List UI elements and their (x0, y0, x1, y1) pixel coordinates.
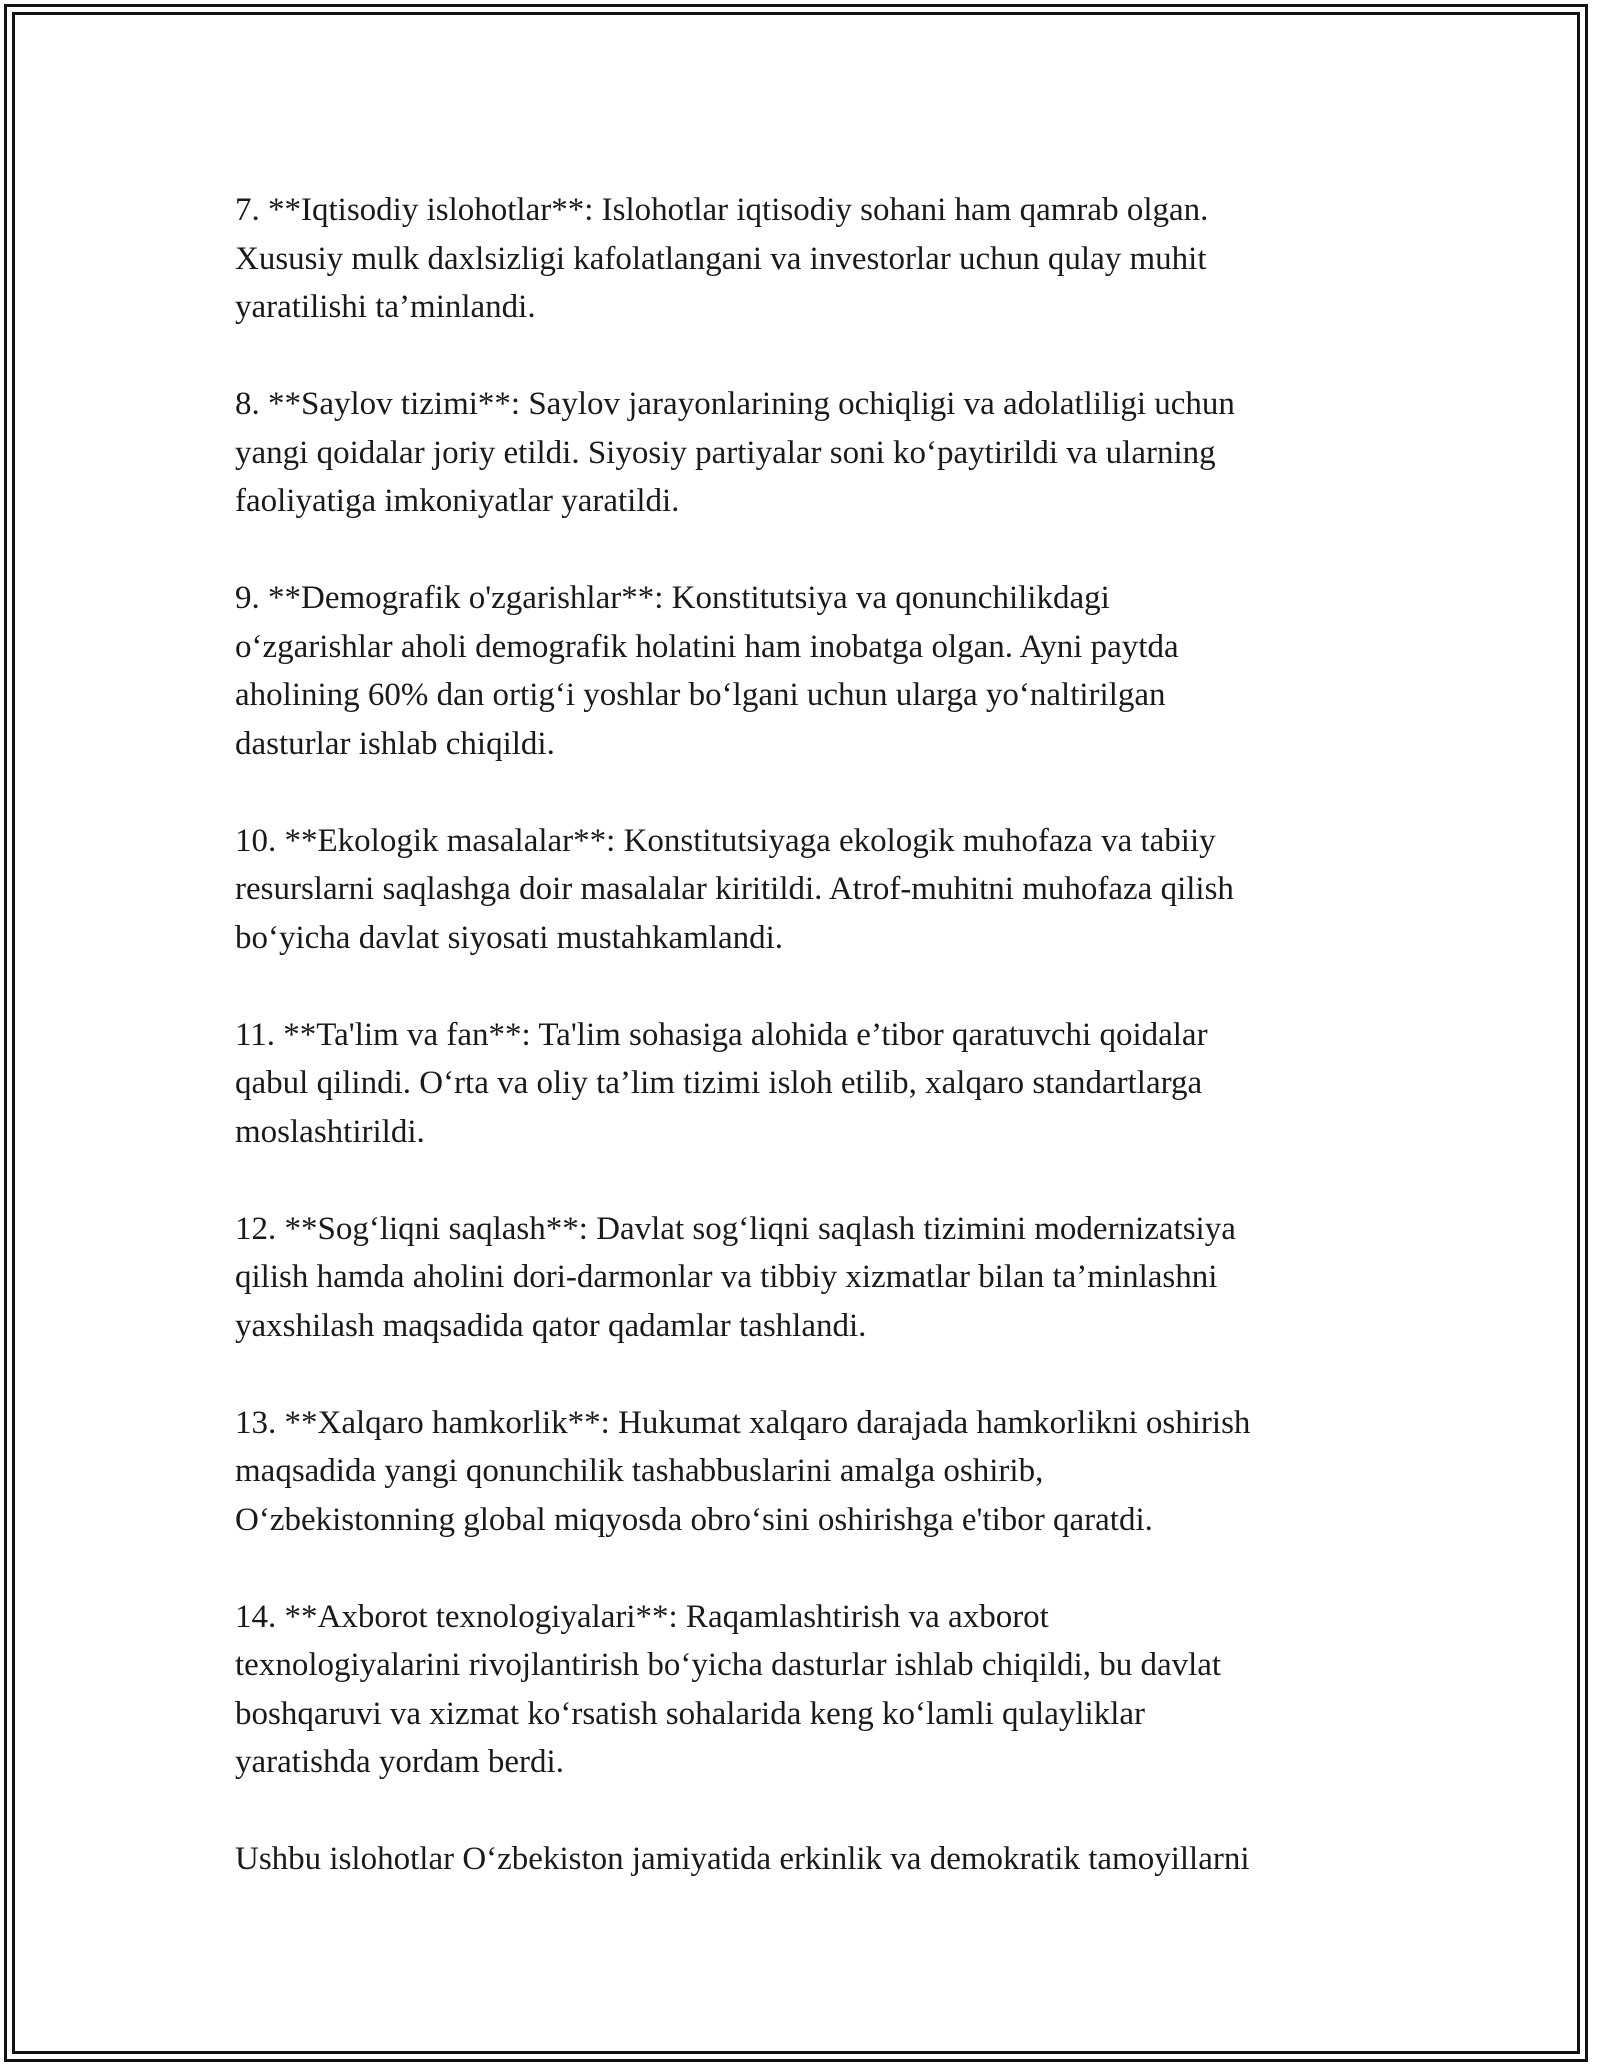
text-line: texnologiyalarini rivojlantirish bo‘yicha dasturlar ishlab chiqildi, bu davlat (235, 1647, 1222, 1683)
text-line: 7. **Iqtisodiy islohotlar**: Islohotlar iqtisodiy sohani ham qamrab olgan. (235, 192, 1209, 228)
text-line: Ushbu islohotlar O‘zbekiston jamiyatida erkinlik va demokratik tamoyillarni (235, 1841, 1250, 1877)
text-line: bo‘yicha davlat siyosati mustahkamlandi. (235, 919, 784, 956)
paragraph-8-election-system (235, 380, 1425, 526)
text-line: aholining 60% dan ortig‘i yoshlar bo‘lgani uchun ularga yo‘naltirilgan (235, 677, 1166, 713)
text-line: O‘zbekistonning global miqyosda obro‘sini oshirishga e'tibor qaratdi. (235, 1501, 1153, 1538)
paragraph-conclusion (235, 1835, 1425, 1884)
text-line: qilish hamda aholini dori-darmonlar va tibbiy xizmatlar bilan ta’minlashni (235, 1259, 1218, 1295)
paragraph-13-international-cooperation (235, 1399, 1425, 1545)
text-line: maqsadida yangi qonunchilik tashabbuslarini amalga oshirib, (235, 1453, 1044, 1489)
document-body (235, 186, 1425, 1932)
text-line: qabul qilindi. O‘rta va oliy ta’lim tizimi isloh etilib, xalqaro standartlarga (235, 1065, 1203, 1101)
paragraph-12-healthcare (235, 1205, 1425, 1351)
paragraph-10-ecological-issues (235, 817, 1425, 963)
paragraph-7-economic-reforms (235, 186, 1425, 332)
text-line: Xususiy mulk daxlsizligi kafolatlangani va investorlar uchun qulay muhit (235, 240, 1207, 277)
paragraph-9-demographic-changes (235, 574, 1425, 768)
text-line: 9. **Demografik o'zgarishlar**: Konstitutsiya va qonunchilikdagi (235, 580, 1110, 616)
text-line: yangi qoidalar joriy etildi. Siyosiy partiyalar soni ko‘paytirildi va ularning (235, 434, 1216, 471)
text-line: faoliyatiga imkoniyatlar yaratildi. (235, 483, 680, 519)
text-line: yaratishda yordam berdi. (235, 1744, 564, 1780)
text-line: yaratilishi ta’minlandi. (235, 289, 536, 325)
text-line: 10. **Ekologik masalalar**: Konstitutsiyaga ekologik muhofaza va tabiiy (235, 822, 1216, 859)
text-line: dasturlar ishlab chiqildi. (235, 725, 555, 762)
text-line: 8. **Saylov tizimi**: Saylov jarayonlarining ochiqligi va adolatliligi uchun (235, 386, 1235, 422)
text-line: 14. **Axborot texnologiyalari**: Raqamlashtirish va axborot (235, 1598, 1049, 1635)
text-line: 12. **Sog‘liqni saqlash**: Davlat sog‘liqni saqlash tizimini modernizatsiya (235, 1210, 1236, 1247)
text-line: 11. **Ta'lim va fan**: Ta'lim sohasiga alohida e’tibor qaratuvchi qoidalar (235, 1016, 1208, 1053)
text-line: o‘zgarishlar aholi demografik holatini ham inobatga olgan. Ayni paytda (235, 628, 1179, 665)
text-line: resurslarni saqlashga doir masalalar kiritildi. Atrof-muhitni muhofaza qilish (235, 871, 1234, 907)
paragraph-14-information-technology (235, 1593, 1425, 1787)
text-line: boshqaruvi va xizmat ko‘rsatish sohalarida keng ko‘lamli qulayliklar (235, 1695, 1146, 1732)
paragraph-11-education-science (235, 1011, 1425, 1157)
text-line: yaxshilash maqsadida qator qadamlar tashlandi. (235, 1307, 867, 1344)
text-line: 13. **Xalqaro hamkorlik**: Hukumat xalqaro darajada hamkorlikni oshirish (235, 1404, 1251, 1441)
text-line: moslashtirildi. (235, 1113, 425, 1150)
